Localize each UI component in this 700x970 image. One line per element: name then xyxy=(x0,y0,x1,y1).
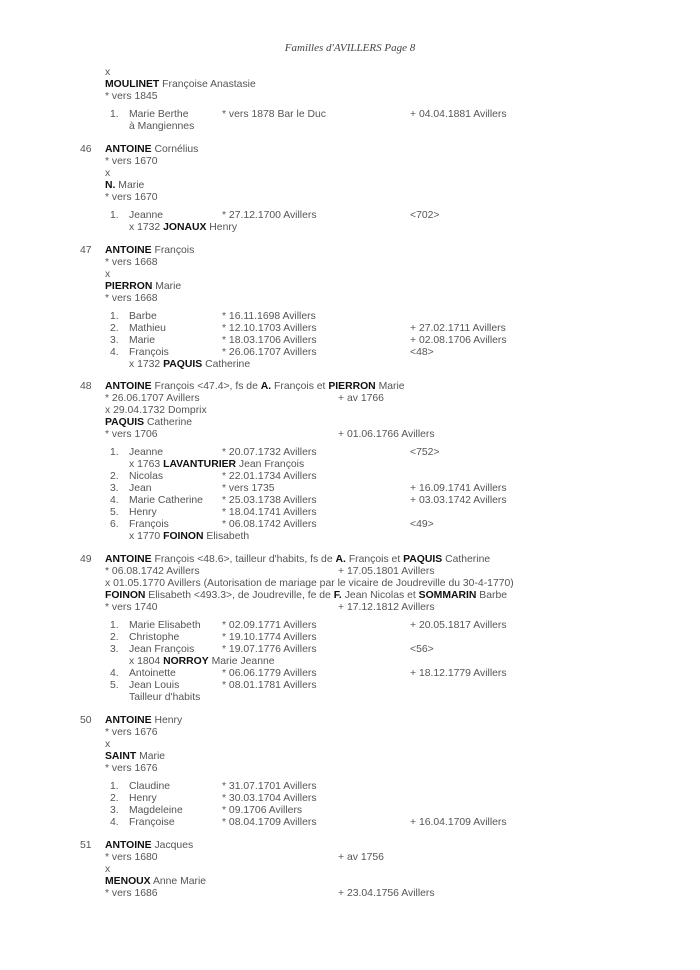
given-name: Jean François xyxy=(238,459,305,470)
husband-name xyxy=(105,840,193,852)
surname: MOULINET xyxy=(105,79,160,90)
husband-death: + 17.05.1801 Avillers xyxy=(338,566,435,577)
child-occupation: Tailleur d'habits xyxy=(129,692,201,703)
child-name: Nicolas xyxy=(129,471,164,482)
marriage-mark: x xyxy=(105,739,111,750)
child-name: Mathieu xyxy=(129,323,166,334)
child-name: François xyxy=(129,519,169,530)
child-name: Henry xyxy=(129,507,157,518)
child-number: 1. xyxy=(110,311,119,322)
child-name: Françoise xyxy=(129,817,175,828)
husband-birth: * 06.08.1742 Avillers xyxy=(105,566,200,577)
child-name: Marie Elisabeth xyxy=(129,620,201,631)
mother-given: Barbe xyxy=(479,590,508,601)
given-name: Henry xyxy=(209,222,238,233)
wife-name xyxy=(105,281,181,293)
child-number: 4. xyxy=(110,495,119,506)
child-death: + 04.04.1881 Avillers xyxy=(410,109,507,120)
given-name: Elisabeth xyxy=(206,531,250,542)
mother-surname: PAQUIS xyxy=(403,554,443,565)
given-name: Anne Marie xyxy=(152,876,207,887)
given-name: Jacques xyxy=(154,840,194,851)
child-name: Henry xyxy=(129,793,157,804)
child-number: 2. xyxy=(110,471,119,482)
marriage-mark: x xyxy=(105,67,111,78)
child-birth: * 26.06.1707 Avillers xyxy=(222,347,317,358)
wife-name xyxy=(105,876,206,888)
surname: N. xyxy=(105,180,116,191)
surname: ANTOINE xyxy=(105,245,152,256)
mother-surname: SOMMARIN xyxy=(418,590,477,601)
given-name: François xyxy=(154,245,195,256)
father-initial: A. xyxy=(260,381,272,392)
child-birth: * 06.08.1742 Avillers xyxy=(222,519,317,530)
given-name: Catherine xyxy=(146,417,193,428)
marriage-mark: x xyxy=(105,168,111,179)
marriage-info: x 29.04.1732 Domprix xyxy=(105,405,207,416)
husband-name xyxy=(105,245,194,257)
given-name: Catherine xyxy=(205,359,251,370)
surname: ANTOINE xyxy=(105,381,152,392)
child-name: Claudine xyxy=(129,781,171,792)
child-name: Christophe xyxy=(129,632,180,643)
surname: ANTOINE xyxy=(105,715,152,726)
child-name: Jeanne xyxy=(129,447,164,458)
child-extra: à Mangiennes xyxy=(129,121,195,132)
marriage-mark: x xyxy=(105,864,111,875)
child-birth: * 27.12.1700 Avillers xyxy=(222,210,317,221)
child-marriage xyxy=(129,531,249,543)
child-birth: * 31.07.1701 Avillers xyxy=(222,781,317,792)
child-number: 3. xyxy=(110,805,119,816)
child-birth: * 20.07.1732 Avillers xyxy=(222,447,317,458)
child-birth: * 30.03.1704 Avillers xyxy=(222,793,317,804)
child-ref: <702> xyxy=(410,210,440,221)
child-number: 3. xyxy=(110,335,119,346)
child-name: Marie xyxy=(129,335,155,346)
child-death: + 03.03.1742 Avillers xyxy=(410,495,507,506)
wife-birth: * vers 1676 xyxy=(105,763,158,774)
wife-name xyxy=(105,180,144,192)
child-number: 1. xyxy=(110,210,119,221)
wife-name xyxy=(105,417,192,429)
husband-name xyxy=(105,554,490,566)
child-name: Barbe xyxy=(129,311,157,322)
mother-given: Catherine xyxy=(445,554,491,565)
child-marriage xyxy=(129,656,275,668)
child-name: Antoinette xyxy=(129,668,176,679)
child-birth: * 19.07.1776 Avillers xyxy=(222,644,317,655)
child-death: + 20.05.1817 Avillers xyxy=(410,620,507,631)
given-name: Marie Jeanne xyxy=(211,656,275,667)
surname: NORROY xyxy=(163,656,209,667)
child-death: + 16.04.1709 Avillers xyxy=(410,817,507,828)
child-birth: * 12.10.1703 Avillers xyxy=(222,323,317,334)
wife-birth: * vers 1686 xyxy=(105,888,158,899)
surname: PAQUIS xyxy=(163,359,203,370)
husband-birth: * 26.06.1707 Avillers xyxy=(105,393,200,404)
child-birth: * 25.03.1738 Avillers xyxy=(222,495,317,506)
child-number: 5. xyxy=(110,680,119,691)
child-birth: * vers 1878 Bar le Duc xyxy=(222,109,326,120)
child-name: Jeanne xyxy=(129,210,164,221)
child-number: 6. xyxy=(110,519,119,530)
child-marriage xyxy=(129,459,304,471)
mother-given: Marie xyxy=(378,381,405,392)
surname: FOINON xyxy=(105,590,146,601)
child-number: 5. xyxy=(110,507,119,518)
child-number: 3. xyxy=(110,644,119,655)
wife-birth: * vers 1740 xyxy=(105,602,158,613)
given-name: Marie xyxy=(155,281,182,292)
mother-surname: PIERRON xyxy=(328,381,376,392)
wife-birth: * vers 1706 xyxy=(105,429,158,440)
father-given: Jean Nicolas et xyxy=(344,590,416,601)
wife-name xyxy=(105,590,507,602)
child-death: + 16.09.1741 Avillers xyxy=(410,483,507,494)
surname: PAQUIS xyxy=(105,417,145,428)
child-birth: * 18.04.1741 Avillers xyxy=(222,507,317,518)
family-number: 50 xyxy=(80,715,92,726)
family-number: 51 xyxy=(80,840,92,851)
wife-death: + 23.04.1756 Avillers xyxy=(338,888,435,899)
child-number: 4. xyxy=(110,347,119,358)
child-number: 1. xyxy=(110,109,119,120)
surname: LAVANTURIER xyxy=(163,459,237,470)
child-number: 2. xyxy=(110,323,119,334)
given-name: Cornélius xyxy=(154,144,199,155)
surname: ANTOINE xyxy=(105,144,152,155)
spouse-name xyxy=(105,79,256,91)
given-name: Françoise Anastasie xyxy=(162,79,256,90)
child-death: + 27.02.1711 Avillers xyxy=(410,323,506,334)
child-ref: <56> xyxy=(410,644,434,655)
husband-birth: * vers 1668 xyxy=(105,257,158,268)
marriage-mark: x xyxy=(105,269,111,280)
child-birth: * 02.09.1771 Avillers xyxy=(222,620,317,631)
child-number: 4. xyxy=(110,668,119,679)
spouse-birth: * vers 1845 xyxy=(105,91,158,102)
marriage-year: x 1804 xyxy=(129,656,161,667)
child-birth: * 08.04.1709 Avillers xyxy=(222,817,317,828)
husband-death: + av 1756 xyxy=(338,852,384,863)
child-ref: <49> xyxy=(410,519,434,530)
marriage-year: x 1732 xyxy=(129,222,161,233)
child-name: François xyxy=(129,347,169,358)
husband-birth: * vers 1670 xyxy=(105,156,158,167)
child-birth: * 18.03.1706 Avillers xyxy=(222,335,317,346)
child-death: + 02.08.1706 Avillers xyxy=(410,335,507,346)
family-number: 46 xyxy=(80,144,92,155)
child-number: 4. xyxy=(110,817,119,828)
child-number: 2. xyxy=(110,793,119,804)
family-number: 47 xyxy=(80,245,92,256)
child-name: Jean François xyxy=(129,644,195,655)
surname: ANTOINE xyxy=(105,840,152,851)
family-number: 49 xyxy=(80,554,92,565)
surname: JONAUX xyxy=(163,222,207,233)
child-name: Marie Berthe xyxy=(129,109,189,120)
husband-birth: * vers 1676 xyxy=(105,727,158,738)
father-given: François et xyxy=(348,554,401,565)
given-name: Marie xyxy=(118,180,145,191)
father-initial: A. xyxy=(335,554,346,565)
child-death: + 18.12.1779 Avillers xyxy=(410,668,507,679)
wife-death: + 01.06.1766 Avillers xyxy=(338,429,435,440)
child-birth: * 09.1706 Avillers xyxy=(222,805,303,816)
child-marriage xyxy=(129,222,237,234)
father-initial: F. xyxy=(333,590,342,601)
marriage-year: x 1763 xyxy=(129,459,161,470)
child-birth: * 22.01.1734 Avillers xyxy=(222,471,317,482)
child-number: 1. xyxy=(110,447,119,458)
wife-death: + 17.12.1812 Avillers xyxy=(338,602,435,613)
given-name: François <48.6>, tailleur d'habits, fs de xyxy=(154,554,333,565)
wife-birth: * vers 1670 xyxy=(105,192,158,203)
husband-name xyxy=(105,381,405,393)
father-given: François et xyxy=(274,381,326,392)
family-number: 48 xyxy=(80,381,92,392)
child-birth: * 06.06.1779 Avillers xyxy=(222,668,317,679)
child-name: Magdeleine xyxy=(129,805,183,816)
wife-birth: * vers 1668 xyxy=(105,293,158,304)
marriage-info: x 01.05.1770 Avillers (Autorisation de mariage par le vicaire de Joudreville du 30-4-1770) xyxy=(105,578,514,589)
child-ref: <48> xyxy=(410,347,434,358)
child-name: Jean xyxy=(129,483,152,494)
surname: PIERRON xyxy=(105,281,153,292)
child-birth: * vers 1735 xyxy=(222,483,275,494)
child-number: 1. xyxy=(110,781,119,792)
husband-name xyxy=(105,144,198,156)
given-name: Marie xyxy=(139,751,166,762)
surname: MENOUX xyxy=(105,876,151,887)
marriage-year: x 1770 xyxy=(129,531,161,542)
given-name: François <47.4>, fs de xyxy=(154,381,258,392)
surname: ANTOINE xyxy=(105,554,152,565)
child-number: 3. xyxy=(110,483,119,494)
surname: FOINON xyxy=(163,531,204,542)
husband-name xyxy=(105,715,182,727)
child-birth: * 19.10.1774 Avillers xyxy=(222,632,317,643)
husband-death: + av 1766 xyxy=(338,393,384,404)
child-birth: * 08.01.1781 Avillers xyxy=(222,680,317,691)
child-birth: * 16.11.1698 Avillers xyxy=(222,311,316,322)
surname: SAINT xyxy=(105,751,137,762)
page-header: Familles d'AVILLERS Page 8 xyxy=(284,42,416,54)
child-name: Jean Louis xyxy=(129,680,180,691)
given-name: Elisabeth <493.3>, de Joudreville, fe de xyxy=(148,590,331,601)
child-name: Marie Catherine xyxy=(129,495,203,506)
child-marriage xyxy=(129,359,250,371)
given-name: Henry xyxy=(154,715,183,726)
child-number: 2. xyxy=(110,632,119,643)
child-ref: <752> xyxy=(410,447,440,458)
child-number: 1. xyxy=(110,620,119,631)
marriage-year: x 1732 xyxy=(129,359,161,370)
husband-birth: * vers 1680 xyxy=(105,852,158,863)
wife-name xyxy=(105,751,165,763)
